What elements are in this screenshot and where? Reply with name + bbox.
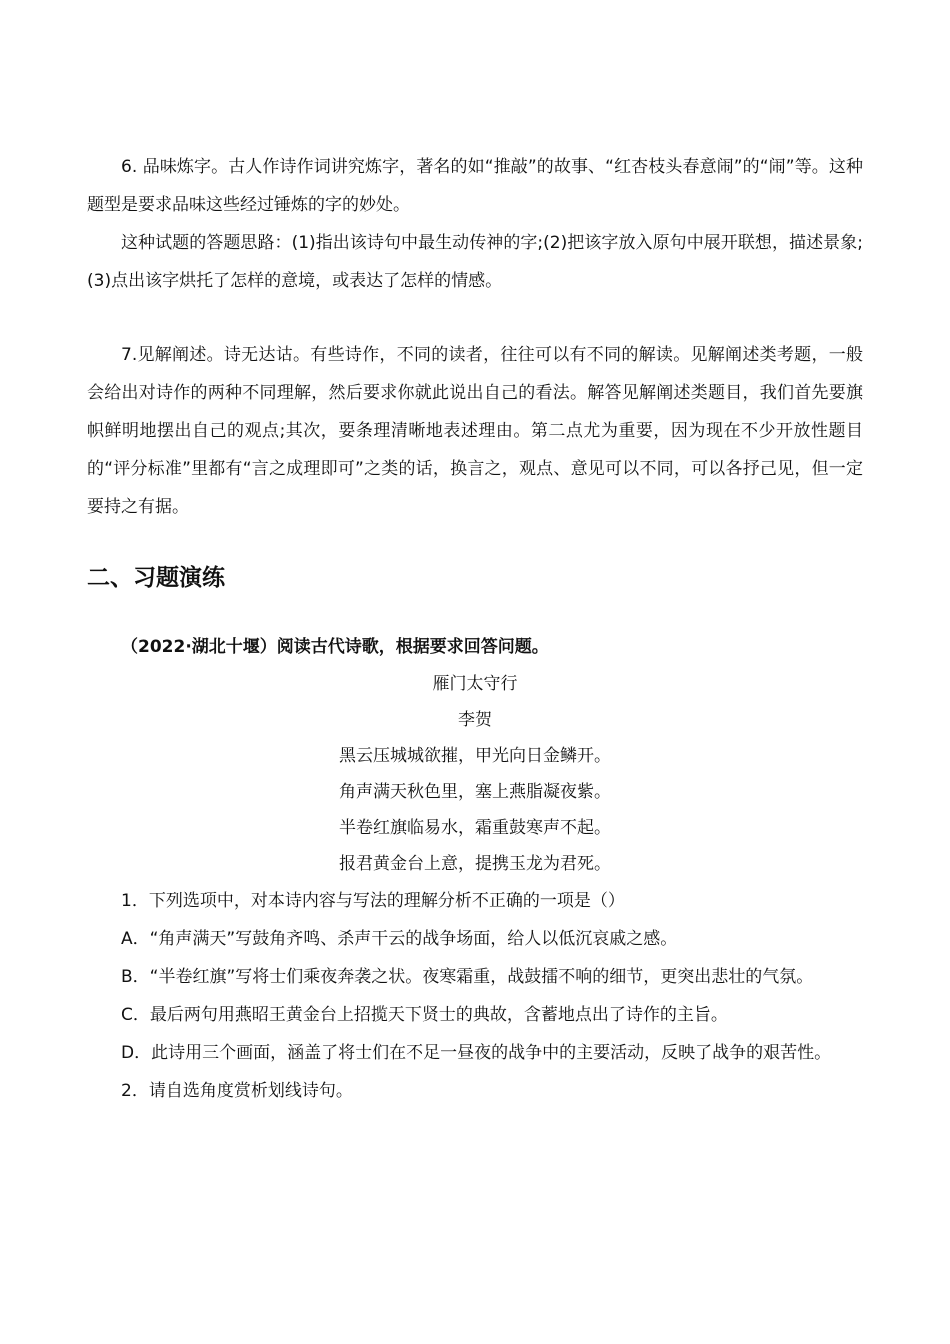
poem-title: 雁门太守行 xyxy=(432,674,518,694)
question-1-option-d: D．此诗用三个画面，涵盖了将士们在不足一昼夜的战争中的主要活动，反映了战争的艰苦性。 xyxy=(121,1043,832,1063)
poem-line: 报君黄金台上意，提携玉龙为君死。 xyxy=(339,854,611,874)
exercise-intro: （2022·湖北十堰）阅读古代诗歌，根据要求回答问题。 xyxy=(121,637,549,657)
question-1-option-b: B．“半卷红旗”写将士们乘夜奔袭之状。夜寒霜重，战鼓擂不响的细节，更突出悲壮的气氛。 xyxy=(121,967,814,987)
poem-line: 黑云压城城欲摧，甲光向日金鳞开。 xyxy=(339,746,611,766)
poem-line: 角声满天秋色里，塞上燕脂凝夜紫。 xyxy=(339,782,611,802)
item6-paragraph-1: 6. 品味炼字。古人作诗作词讲究炼字，著名的如“推敲”的故事、“红杏枝头春意闹”的“闹”等。这种题型是要求品味这些经过锤炼的字的妙处。 xyxy=(87,157,863,215)
poem-line: 半卷红旗临易水，霜重鼓寒声不起。 xyxy=(339,818,611,838)
question-1-stem: 1．下列选项中，对本诗内容与写法的理解分析不正确的一项是（） xyxy=(121,891,625,911)
section-heading: 二、习题演练 xyxy=(87,565,225,591)
item7-paragraph: 7.见解阐述。诗无达诂。有些诗作，不同的读者，往往可以有不同的解读。见解阐述类考题，一般会给出对诗作的两种不同理解，然后要求你就此说出自己的看法。解答见解阐述类题目，我们首先要旗帜鲜明地摆出自己的观点;其次，要条理清晰地表述理由。第二点尤为重要，因为现在不少开放性题目的“评分标准”里都有“言之成理即可”之类的话，换言之，观点、意见可以不同，可以各抒己见，但一定要持之有据。 xyxy=(87,345,863,517)
question-1-option-a: A．“角声满天”写鼓角齐鸣、杀声干云的战争场面，给人以低沉哀戚之感。 xyxy=(121,929,678,949)
spacer xyxy=(87,300,863,336)
question-1-option-c: C．最后两句用燕昭王黄金台上招揽天下贤士的典故，含蓄地点出了诗作的主旨。 xyxy=(121,1005,728,1025)
poem xyxy=(87,666,863,882)
item6-paragraph-2: 这种试题的答题思路：(1)指出该诗句中最生动传神的字;(2)把该字放入原句中展开联想，描述景象;(3)点出该字烘托了怎样的意境，或表达了怎样的情感。 xyxy=(87,233,863,291)
question-2-stem: 2．请自选角度赏析划线诗句。 xyxy=(121,1081,353,1101)
document-page xyxy=(87,148,863,1110)
poem-author: 李贺 xyxy=(458,710,492,730)
